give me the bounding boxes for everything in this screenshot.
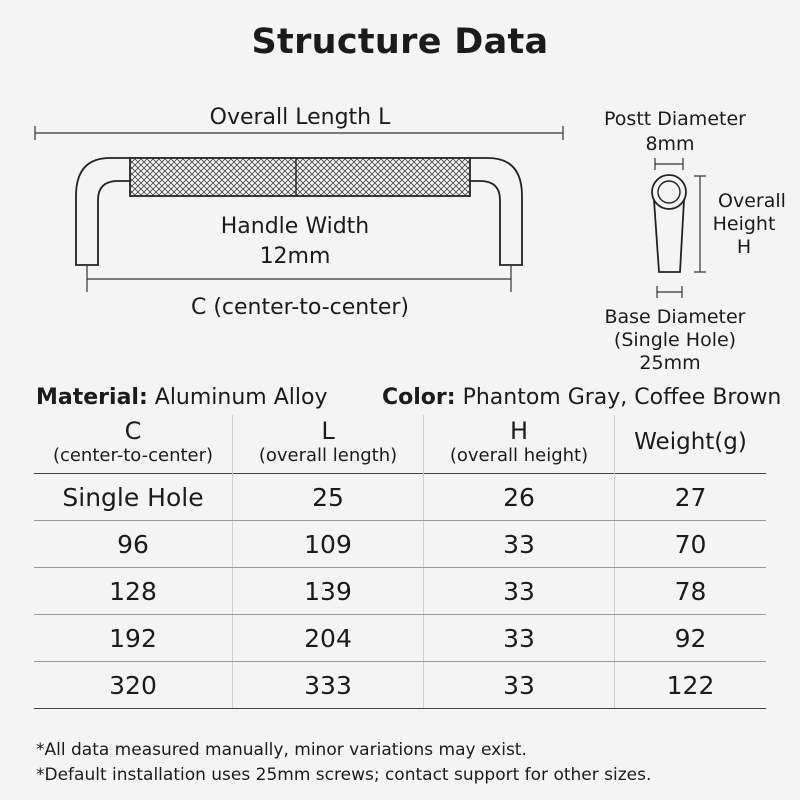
cell-c: 96 (34, 521, 233, 568)
page-title: Structure Data (251, 22, 549, 62)
base-diameter-label: Base Diameter (604, 306, 746, 328)
cell-l: 204 (233, 615, 424, 662)
cell-h: 33 (424, 521, 615, 568)
cell-l: 25 (233, 474, 424, 521)
overall-height-label-line2: Height (712, 213, 776, 235)
footnote-screws: *Default installation uses 25mm screws; contact support for other sizes. (36, 765, 652, 785)
cell-l: 109 (233, 521, 424, 568)
table-row (34, 615, 766, 662)
size-table (34, 415, 766, 709)
cell-c: 128 (34, 568, 233, 615)
handle-width-value: 12mm (259, 244, 331, 269)
material-key: Material: (36, 385, 148, 410)
table-row (34, 474, 766, 521)
cell-l: 333 (233, 662, 424, 709)
overall-height-label-line3: H (736, 236, 752, 258)
cell-weight: 78 (615, 568, 767, 615)
base-diameter-value: 25mm (639, 352, 701, 374)
overall-height-label-line1: Overall (718, 190, 786, 212)
cell-h: 26 (424, 474, 615, 521)
footnote-measurement: *All data measured manually, minor variations may exist. (36, 740, 527, 760)
cell-weight: 70 (615, 521, 767, 568)
cell-h: 33 (424, 615, 615, 662)
cell-weight: 122 (615, 662, 767, 709)
base-diameter-note: (Single Hole) (613, 329, 737, 351)
cell-l: 139 (233, 568, 424, 615)
center-to-center-label: C (center-to-center) (190, 295, 410, 320)
cell-h: 33 (424, 568, 615, 615)
cell-c: 320 (34, 662, 233, 709)
material-spec (36, 385, 327, 410)
header-l: L (overall length) (233, 415, 424, 474)
table-row (34, 662, 766, 709)
color-value: Phantom Gray, Coffee Brown (462, 385, 782, 410)
table-header-row (34, 415, 766, 474)
post-diameter-value: 8mm (645, 133, 695, 155)
header-c: C (center-to-center) (52, 417, 214, 466)
cell-c: 192 (34, 615, 233, 662)
cell-c: Single Hole (34, 474, 233, 521)
cell-h: 33 (424, 662, 615, 709)
color-spec (382, 385, 781, 410)
table-row (34, 568, 766, 615)
post-diameter-label: Postt Diameter (604, 108, 746, 130)
table-row (34, 521, 766, 568)
cell-weight: 27 (615, 474, 767, 521)
material-value: Aluminum Alloy (154, 385, 328, 410)
header-h: H (overall height) (424, 415, 615, 474)
single-hole-knob (652, 158, 706, 298)
header-weight: Weight(g) (615, 415, 767, 474)
cell-weight: 92 (615, 615, 767, 662)
overall-length-label: Overall Length L (209, 105, 391, 130)
color-key: Color: (382, 385, 456, 410)
handle-width-label: Handle Width (220, 214, 370, 239)
